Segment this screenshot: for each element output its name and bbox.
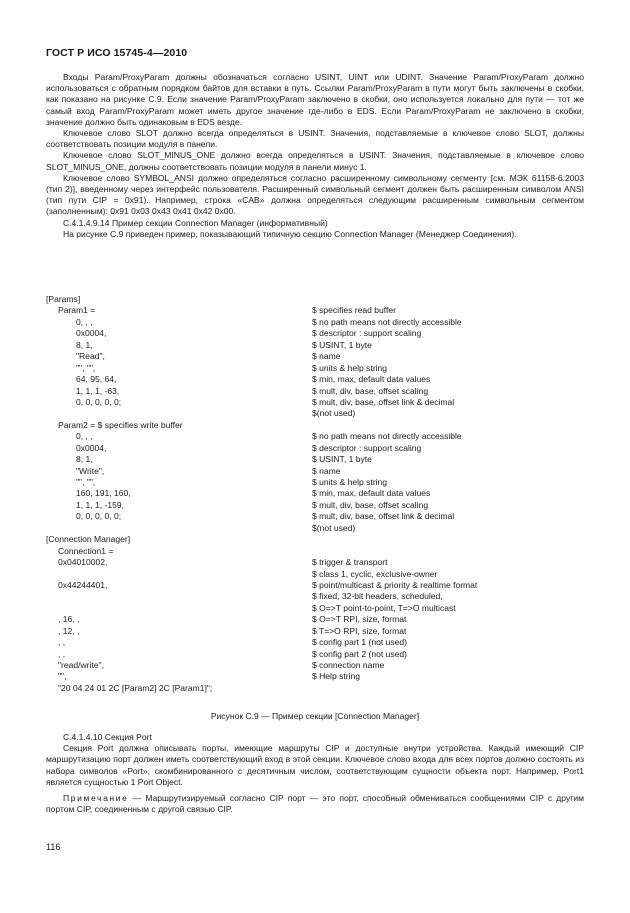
code-line bbox=[46, 466, 584, 477]
code-line-value: 0, , , bbox=[76, 316, 93, 327]
code-line bbox=[46, 660, 584, 671]
code-line-value: "read/write", bbox=[58, 660, 104, 670]
code-line bbox=[46, 534, 584, 545]
code-line bbox=[46, 500, 584, 511]
code-line-comment: $ descriptor : support scaling bbox=[312, 328, 422, 339]
code-line bbox=[46, 591, 584, 602]
code-line bbox=[46, 408, 584, 419]
code-line-value: 0x0004, bbox=[76, 442, 107, 453]
code-line-comment: $ trigger & transport bbox=[312, 557, 388, 568]
code-line-value: 0, 0, 0, 0, 0; bbox=[76, 511, 122, 522]
paragraph-param-proxyparam: Входы Param/ProxyParam должны обозначаться согласно USINT, UINT или UDINT. Значение Param/ProxyParam должно использоваться с обратным порядком байтов для вставки в путь. Ссылки Param/ProxyParam в пути могут быть заключены в скобки, как показано на рисунке С.9. Если значение Param/ProxyParam заключено в скобки, оно используется локально для пути — тот же самый вход Param/ProxyParam может иметь другое значение где-либо в EDS. Если Param/ProxyParam не заключено в скобки, значение должно быть одинаковым в EDS везде. bbox=[46, 72, 584, 127]
code-line-comment: $ USINT, 1 byte bbox=[312, 454, 372, 465]
code-line-comment: $ specifies read buffer bbox=[312, 305, 396, 316]
code-line-comment: $ config part 2 (not used) bbox=[312, 648, 408, 659]
code-line-comment: $ O=>T point-to-point, T=>O multicast bbox=[312, 602, 456, 613]
code-line bbox=[46, 557, 584, 568]
code-line-value: 1, 1, 1, -159, bbox=[76, 499, 124, 510]
page-number: 116 bbox=[46, 842, 61, 852]
code-line-value: "Write", bbox=[76, 465, 105, 476]
code-line-value: "", "", bbox=[76, 477, 96, 487]
code-line-value: , 16, , bbox=[58, 614, 80, 625]
code-line-value: "", bbox=[58, 671, 67, 682]
code-line-value: 0x44244401, bbox=[58, 579, 108, 590]
code-line-comment: $ mult, div, base, offset link & decimal bbox=[312, 511, 455, 522]
subsection-heading-connection-manager: С.4.1.4.9.14 Пример секции Connection Manager (информативный) bbox=[63, 217, 328, 228]
code-line-value: Param1 = bbox=[58, 305, 96, 316]
code-line-comment: $ USINT, 1 byte bbox=[312, 339, 372, 350]
code-line-value: 64, 95, 64, bbox=[76, 374, 117, 385]
code-line bbox=[46, 626, 584, 637]
code-line-comment: $ Help string bbox=[312, 671, 360, 682]
code-line bbox=[46, 328, 584, 339]
code-line-comment: $(not used) bbox=[312, 522, 356, 533]
code-line-comment: $ units & help string bbox=[312, 362, 388, 373]
code-line-value: 0x04010002, bbox=[58, 557, 108, 568]
port-section-text: Секция Port должна описывать порты, имеющие маршруты CIP и доступные внутри устройства. Каждый имеющий CIP маршрутизацию порт должен иметь соответствующий вход в этой секции. Ключевое слово входа для всех портов должно состоять из набора символов «Port», скомбинированного с десятичным числом, соответствующим сущности объекта порт. Например, Port1 является сущностью 1 Port Object. bbox=[46, 743, 584, 787]
code-line-value: [Params] bbox=[46, 294, 81, 304]
code-line bbox=[46, 374, 584, 385]
code-line bbox=[46, 488, 584, 499]
note-text: — Маршрутизируемый согласно CIP порт — это порт, способный обмениваться сообщениями CIP с другим портом CIP, соединенным с другой связью CIP. bbox=[46, 793, 584, 815]
code-line-value: , 12, , bbox=[58, 625, 80, 636]
port-section-heading: С.4.1.4.10 Секция Port bbox=[63, 732, 152, 742]
code-line bbox=[46, 397, 584, 408]
code-line bbox=[46, 580, 584, 591]
code-line bbox=[46, 317, 584, 328]
code-line-comment: $ min, max, default data values bbox=[312, 374, 431, 385]
code-line bbox=[46, 386, 584, 397]
code-line-comment: $ no path means not directly accessible bbox=[312, 316, 462, 327]
code-line-value: 1, 1, 1, -63, bbox=[76, 385, 120, 396]
note-label: Примечание bbox=[63, 793, 129, 804]
code-line-comment: $(not used) bbox=[312, 408, 356, 419]
code-line-value: [Connection Manager] bbox=[46, 534, 131, 545]
code-line bbox=[46, 294, 584, 305]
code-line bbox=[46, 603, 584, 614]
code-line bbox=[46, 351, 584, 362]
code-line bbox=[46, 420, 584, 431]
code-line-comment: $ connection name bbox=[312, 660, 385, 670]
code-line-comment: $ mult, div, base, offset scaling bbox=[312, 385, 429, 396]
code-line bbox=[46, 305, 584, 316]
code-line-value: 160, 191, 160, bbox=[76, 488, 131, 499]
code-line bbox=[46, 340, 584, 351]
code-line bbox=[46, 477, 584, 488]
figure-caption: Рисунок С.9 — Пример секции [Connection Manager] bbox=[210, 711, 420, 721]
code-line-comment: $ units & help string bbox=[312, 477, 388, 487]
code-line-value: 8, 1, bbox=[76, 454, 93, 465]
intro-text bbox=[46, 72, 584, 240]
code-line bbox=[46, 511, 584, 522]
code-line-comment: $ class 1, cyclic, exclusive-owner bbox=[312, 568, 438, 579]
code-line bbox=[46, 454, 584, 465]
code-line-value: "", "", bbox=[76, 362, 96, 373]
code-line-comment: $ mult, div, base, offset scaling bbox=[312, 499, 429, 510]
note bbox=[46, 793, 584, 815]
paragraph-slot: Ключевое слово SLOT должно всегда определяться в USINT. Значения, подставляемые в ключевое слово SLOT, должны соответствовать позиции модуля в панели. bbox=[46, 128, 584, 150]
code-line-comment: $ O=>T RPI, size, format bbox=[312, 614, 407, 625]
paragraph-figure-reference: На рисунке С.9 приведен пример, показывающий типичную секцию Connection Manager (Менеджер Соединения). bbox=[63, 228, 517, 239]
code-line-comment: $ descriptor : support scaling bbox=[312, 442, 422, 453]
code-line-value: 0x0004, bbox=[76, 328, 107, 339]
code-line-comment: $ name bbox=[312, 351, 341, 362]
page-header: ГОСТ Р ИСО 15745-4—2010 bbox=[46, 47, 188, 59]
code-line-value: "Read", bbox=[76, 351, 105, 362]
code-line bbox=[46, 443, 584, 454]
code-line bbox=[46, 671, 584, 682]
code-line bbox=[46, 614, 584, 625]
code-line-comment: $ no path means not directly accessible bbox=[312, 431, 462, 442]
paragraph-symbol-ansi: Ключевое слово SYMBOL_ANSI должно определяться согласно расширенному символьному сегменту [см. МЭК 61158-6:2003 (тип 2)], введенному через интерфейс пользователя. Расширенный символьный сегмент должен быть расширенным символом ANSI (тип пути CIP = 0x91). Например, строка «CAB» должна определяться следующим расширенным символьным сегментом (заполненным): 0x91 0x03 0x43 0x41 0x42 0x00. bbox=[46, 172, 584, 217]
code-line-value: , , bbox=[58, 648, 66, 659]
code-line bbox=[46, 683, 584, 694]
code-line-comment: $ name bbox=[312, 465, 341, 476]
code-line bbox=[46, 637, 584, 648]
paragraph-slot-minus-one: Ключевое слово SLOT_MINUS_ONE должно всегда определяться в USINT. Значения, подставляемые в ключевое слово SLOT_MINUS_ONE, должны соответствовать позиции модуля в панели минус 1. bbox=[46, 150, 584, 172]
code-line-comment: $ point/multicast & priority & realtime format bbox=[312, 579, 478, 590]
port-section bbox=[46, 732, 584, 815]
code-line bbox=[46, 569, 584, 580]
code-line-value: 0, , , bbox=[76, 431, 93, 442]
code-line-comment: $ fixed, 32-bit headers, scheduled, bbox=[312, 591, 443, 602]
code-line bbox=[46, 523, 584, 534]
code-line-comment: $ mult, div, base, offset link & decimal bbox=[312, 396, 455, 407]
code-line-value: 8, 1, bbox=[76, 339, 93, 350]
code-line-comment: $ T=>O RPI, size, format bbox=[312, 625, 407, 636]
code-line bbox=[46, 546, 584, 557]
code-line-value: Param2 = $ specifies write buffer bbox=[58, 419, 183, 430]
code-line-value: Connection1 = bbox=[58, 545, 114, 556]
code-line bbox=[46, 649, 584, 660]
code-line-comment: $ config part 1 (not used) bbox=[312, 637, 408, 648]
code-line-value: "20 04 24 01 2C [Param2] 2C [Param1]"; bbox=[58, 682, 213, 693]
code-listing bbox=[46, 294, 584, 694]
code-line-value: , , bbox=[58, 637, 66, 648]
code-line bbox=[46, 363, 584, 374]
code-line bbox=[46, 431, 584, 442]
code-line-value: 0, 0, 0, 0, 0; bbox=[76, 396, 122, 407]
code-line-comment: $ min, max, default data values bbox=[312, 488, 431, 499]
